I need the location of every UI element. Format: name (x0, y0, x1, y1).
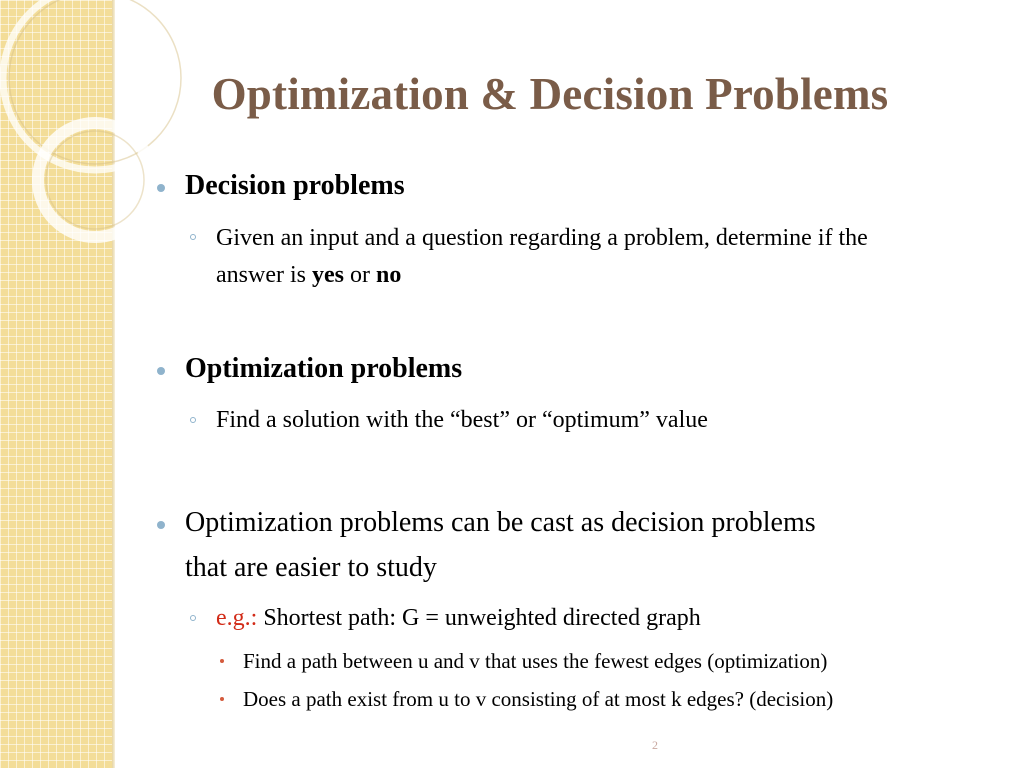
bullet-dot (157, 521, 165, 529)
decision-heading-text: Decision problems (185, 170, 405, 201)
decision-line2-prefix: answer is (216, 262, 312, 288)
sub-sub-bullet-dot (220, 697, 224, 701)
yes-text: yes (311, 262, 344, 288)
or-text: or (343, 262, 376, 288)
decorative-circle-small (38, 123, 152, 237)
cast-line1-text: Optimization problems can be cast as decision problems (185, 507, 816, 538)
bullet-dot (157, 184, 165, 192)
sub-bullet-circle (190, 615, 196, 621)
slide-title: Optimization & Decision Problems (211, 69, 889, 119)
example-line (216, 605, 701, 632)
sub-sub-bullet-dot (220, 659, 224, 663)
cast-line1 (185, 507, 816, 539)
decorative-circles (0, 0, 200, 280)
bullet-dot (157, 367, 165, 375)
example-item (243, 687, 833, 712)
optimization-description-text: Find a solution with the “best” or “optimum” value (216, 407, 708, 433)
sub-bullet-circle (190, 417, 196, 423)
optimization-description (216, 407, 708, 434)
example-item-decision: Does a path exist from u to v consisting of at most k edges? (decision) (243, 687, 834, 711)
cast-line2 (185, 552, 437, 584)
bullet-decision-heading (185, 170, 405, 202)
example-item (243, 649, 827, 674)
no-text: no (375, 262, 402, 288)
decision-description-line1 (216, 225, 868, 252)
sub-bullet-circle (190, 234, 196, 240)
example-item-optimization: Find a path between u and v that uses the fewest edges (optimization) (243, 649, 828, 673)
bullet-optimization-heading (185, 353, 462, 385)
cast-line2-text: that are easier to study (185, 552, 437, 583)
page-number: 2 (652, 738, 658, 752)
example-prefix: e.g.: (216, 605, 258, 631)
optimization-heading-text: Optimization problems (185, 353, 463, 384)
decorative-circle-small-inner (46, 131, 144, 229)
example-text: Shortest path: G = unweighted directed graph (257, 605, 701, 631)
decision-line1-text: Given an input and a question regarding a problem, determine if the (216, 225, 868, 251)
decision-description-line2 (216, 262, 401, 289)
